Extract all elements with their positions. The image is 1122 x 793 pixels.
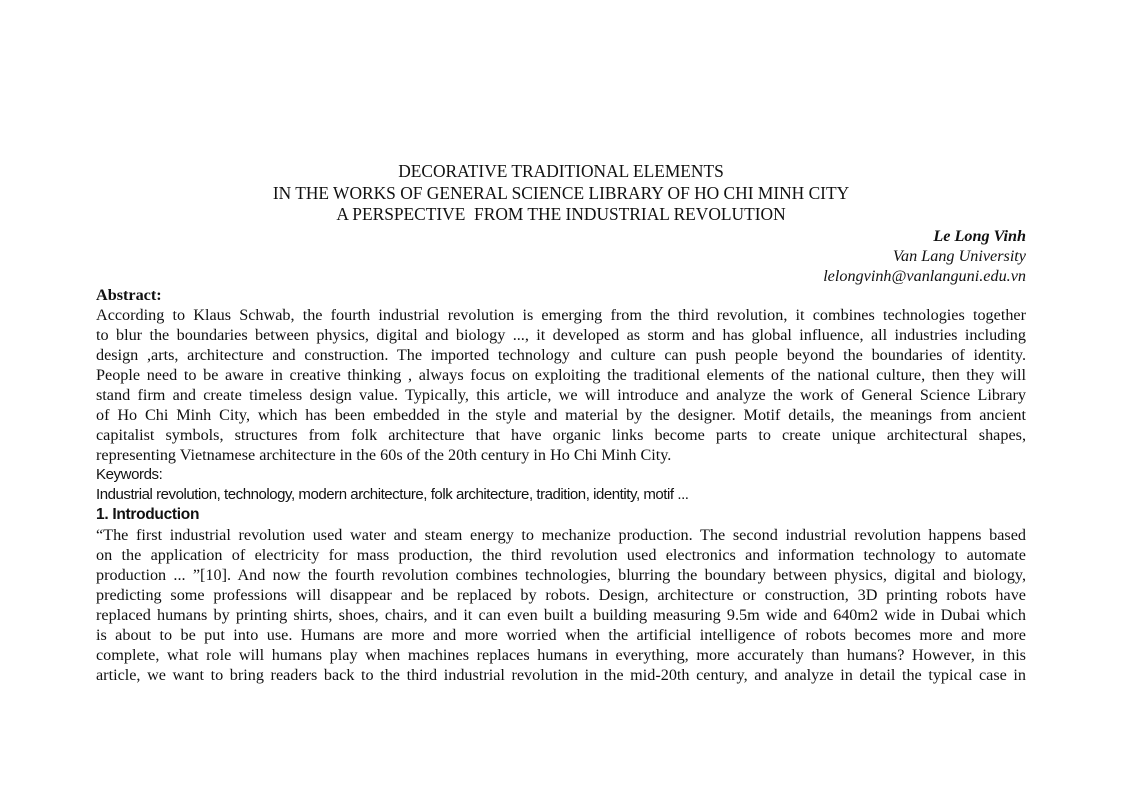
abstract-line: to blur the boundaries between physics, digital and biology ..., it developed as storm and has global influence, all industries including [96,326,1026,344]
abstract-line: of Ho Chi Minh City, which has been embedded in the style and material by the designer. Motif details, the meanings from ancient [96,406,1026,424]
introduction-line: production ... ”[10]. And now the fourth revolution combines technologies, blurring the boundary between physics, digital and biology, [96,566,1026,584]
abstract-line: representing Vietnamese architecture in the 60s of the 20th century in Ho Chi Minh City. [96,446,672,464]
author-email: lelongvinh@vanlanguni.edu.vn [823,267,1026,285]
title-line: IN THE WORKS OF GENERAL SCIENCE LIBRARY OF HO CHI MINH CITY [272,182,850,203]
introduction-line: replaced humans by printing shirts, shoes, chairs, and it can even built a building measuring 9.5m wide and 640m2 wide in Dubai which [96,606,1026,624]
introduction-line: predicting some professions will disappear and be replaced by robots. Design, architecture or construction, 3D printing robots have [96,586,1026,604]
abstract-line: People need to be aware in creative thinking , always focus on exploiting the traditional elements of the national culture, then they will [96,366,1026,384]
introduction-text [96,525,1026,685]
introduction-line: complete, what role will humans play when machines replaces humans in everything, more accurately than humans? However, in this [96,646,1026,664]
paper-title [0,161,1122,226]
author-name: Le Long Vinh [933,227,1026,245]
introduction-line: “The first industrial revolution used water and steam energy to mechanize production. The second industrial revolution happens based [96,526,1026,544]
keywords-label: Keywords: [96,466,163,483]
author-block [823,226,1026,286]
introduction-line: on the application of electricity for mass production, the third revolution used electronics and information technology to automate [96,546,1026,564]
abstract-text [96,305,1026,465]
abstract-heading: Abstract: [96,286,162,304]
keywords-text: Industrial revolution, technology, modern architecture, folk architecture, tradition, identity, motif ... [96,486,689,503]
abstract-line: stand firm and create timeless design value. Typically, this article, we will introduce and analyze the work of General Science Library [96,386,1026,404]
author-affiliation: Van Lang University [892,247,1026,265]
abstract-line: capitalist symbols, structures from folk architecture that have organic links become parts to create unique architectural shapes, [96,426,1026,444]
introduction-line: is about to be put into use. Humans are more and more worried when the artificial intelligence of robots becomes more and more [96,626,1026,644]
abstract-line: design ,arts, architecture and construction. The imported technology and culture can push people beyond the boundaries of identity. [96,346,1026,364]
introduction-heading: 1. Introduction [96,506,200,523]
abstract-line: According to Klaus Schwab, the fourth industrial revolution is emerging from the third revolution, it combines technologies together [96,306,1026,324]
introduction-line: article, we want to bring readers back to the third industrial revolution in the mid-20th century, and analyze in detail the typical case in [96,666,1026,684]
title-line: DECORATIVE TRADITIONAL ELEMENTS [398,161,724,181]
paper-body [96,285,1026,685]
title-line: A PERSPECTIVE FROM THE INDUSTRIAL REVOLUTION [336,204,786,224]
